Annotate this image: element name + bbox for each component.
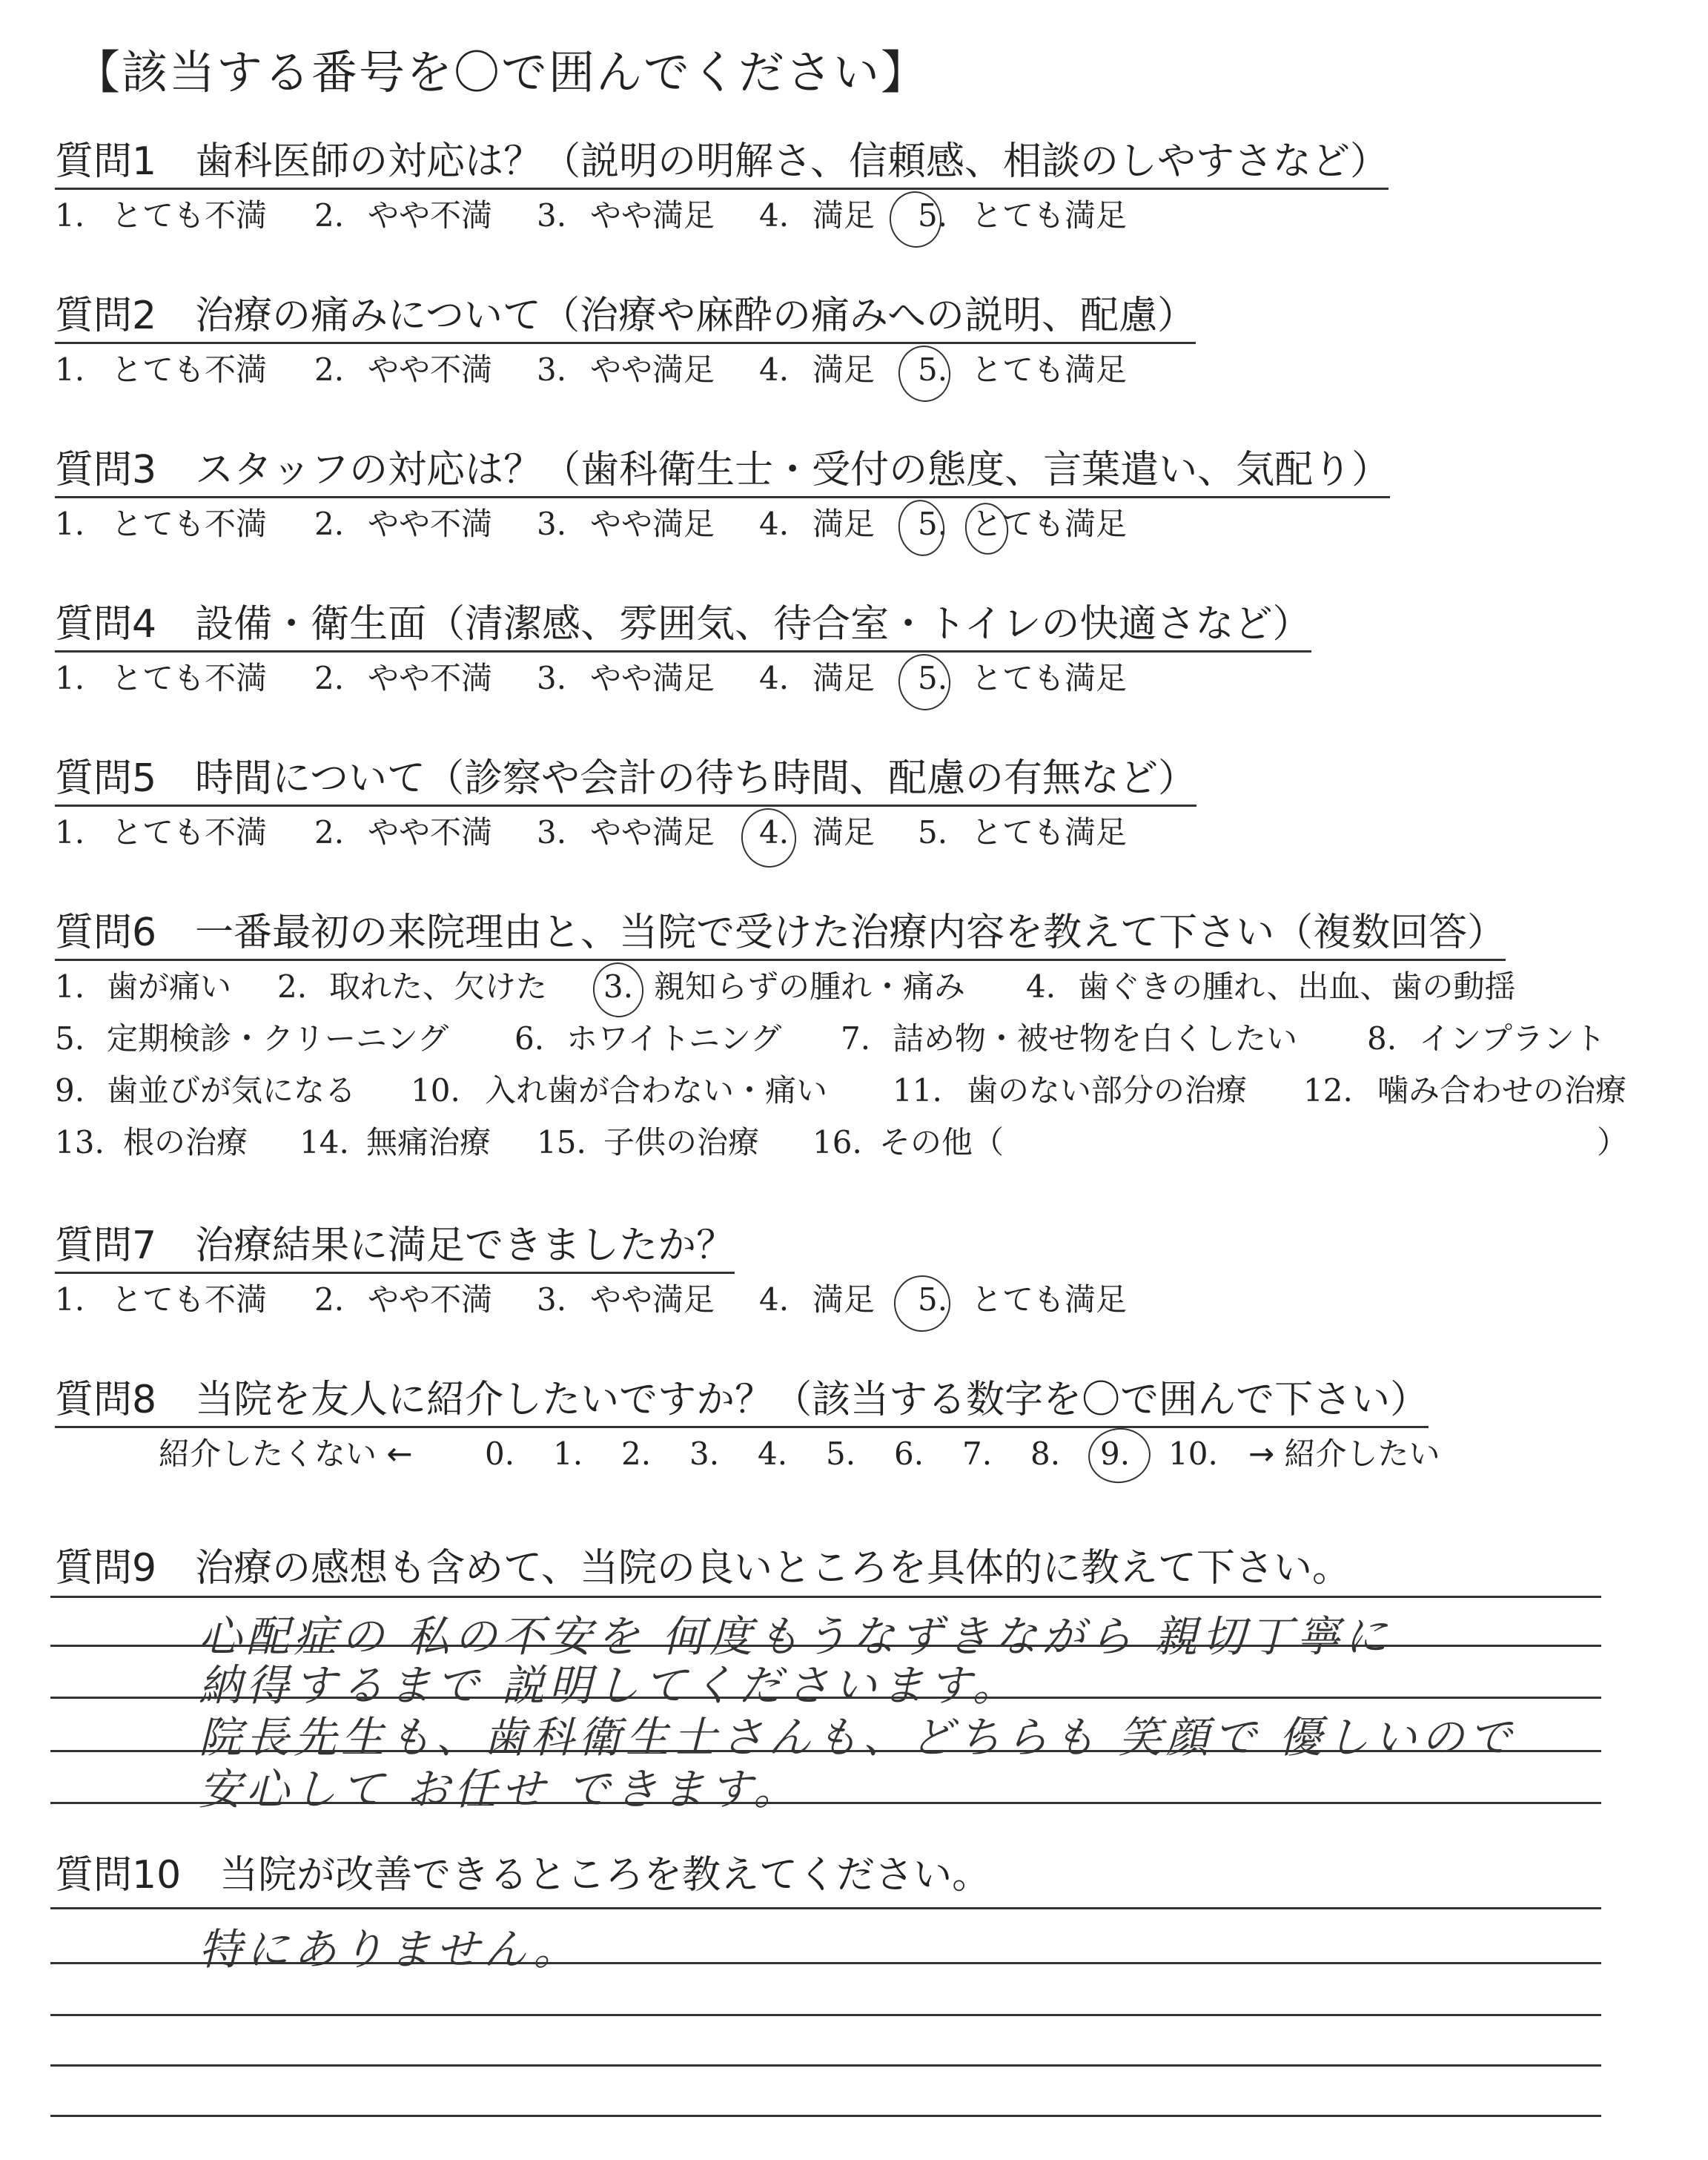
recommend-3[interactable]: 3. [689,1436,720,1472]
reason-16-number[interactable]: 16. [812,1124,862,1160]
answer-scale-q4 [55,661,1167,698]
question-2: 質問2 治療の痛みについて（治療や麻酔の痛みへの説明、配慮） [55,295,1196,344]
option-2-label[interactable]: やや不満 [368,814,493,851]
option-4-label[interactable]: 満足 [812,1281,875,1318]
reason-15-label[interactable]: 子供の治療 [603,1124,760,1160]
recommend-9[interactable]: 9. [1100,1436,1131,1472]
reason-12-label[interactable]: 噛み合わせの治療 [1377,1072,1627,1109]
answer-line [50,2064,1601,2067]
handwritten-answer-q10-line1: 特にありません。 [199,1924,581,1975]
option-3-number[interactable]: 3. [537,814,567,851]
option-1-label[interactable]: とても不満 [111,660,268,696]
question-6: 質問6 一番最初の来院理由と、当院で受けた治療内容を教えて下さい（複数回答） [55,912,1506,961]
option-4-number[interactable]: 4. [759,506,790,542]
option-5-label[interactable]: とても満足 [971,506,1128,542]
option-1-number[interactable]: 1. [55,506,85,542]
reason-10-label[interactable]: 入れ歯が合わない・痛い [485,1072,828,1109]
reason-2-number[interactable]: 2. [277,968,308,1005]
answer-circle-q5 [738,805,800,871]
option-4-label[interactable]: 満足 [812,506,875,542]
option-5-number[interactable]: 5. [918,197,948,234]
option-3-label[interactable]: やや満足 [590,814,715,851]
handwritten-answer-q9-line1: 心配症の 私の不安を 何度もうなずきながら 親切丁寧に [199,1611,1392,1662]
option-5-number[interactable]: 5. [918,1281,948,1318]
option-5-label[interactable]: とても満足 [971,197,1128,234]
option-3-label[interactable]: やや満足 [590,197,715,234]
option-5-number[interactable]: 5. [918,814,948,851]
handwritten-answer-q9-line4: 安心して お任せ できます。 [199,1764,801,1814]
reason-16-label[interactable]: その他（ [879,1124,1004,1160]
question-4: 質問4 設備・衛生面（清潔感、雰囲気、待合室・トイレの快適さなど） [55,604,1311,653]
recommend-1[interactable]: 1. [553,1436,583,1472]
option-5-label[interactable]: とても満足 [971,351,1128,388]
answer-scale-q2 [55,353,1167,390]
reason-6-label[interactable]: ホワイトニング [566,1020,782,1057]
option-2-label[interactable]: やや不満 [368,1281,493,1318]
option-5-label[interactable]: とても満足 [971,1281,1128,1318]
reason-1-number[interactable]: 1. [55,968,85,1005]
option-3-number[interactable]: 3. [537,197,567,234]
reason-6-number[interactable]: 6. [514,1020,545,1057]
option-5-label[interactable]: とても満足 [971,660,1128,696]
reason-3-label[interactable]: 親知らずの腫れ・痛み [654,968,966,1005]
answer-line [50,2014,1601,2016]
option-1-label[interactable]: とても不満 [111,197,268,234]
option-4-number[interactable]: 4. [759,814,790,851]
option-5-number[interactable]: 5. [918,506,948,542]
reason-4-number[interactable]: 4. [1026,968,1056,1005]
option-3-label[interactable]: やや満足 [590,1281,715,1318]
option-2-number[interactable]: 2. [314,814,345,851]
handwritten-answer-q9-line2: 納得するまで 説明してくださいます。 [199,1660,1020,1711]
recommend-right-label: → 紹介したい [1248,1436,1440,1472]
option-4-number[interactable]: 4. [759,1281,790,1318]
option-2-number[interactable]: 2. [314,506,345,542]
answer-line [50,2115,1601,2117]
option-3-number[interactable]: 3. [537,506,567,542]
option-3-number[interactable]: 3. [537,1281,567,1318]
recommend-7[interactable]: 7. [962,1436,993,1472]
option-2-number[interactable]: 2. [314,197,345,234]
question-10: 質問10 当院が改善できるところを教えてください。 [55,1853,991,1898]
option-2-number[interactable]: 2. [314,1281,345,1318]
reason-2-label[interactable]: 取れた、欠けた [329,968,548,1005]
reason-9-label[interactable]: 歯並びが気になる [107,1072,357,1109]
reason-11-number[interactable]: 11. [893,1072,942,1109]
reason-8-label[interactable]: インプラント [1419,1020,1606,1057]
option-3-label[interactable]: やや満足 [590,660,715,696]
reason-options [55,970,1656,1215]
answer-scale-q1 [55,199,1167,236]
reason-10-number[interactable]: 10. [411,1072,460,1109]
reason-8-number[interactable]: 8. [1367,1020,1397,1057]
option-1-number[interactable]: 1. [55,197,85,234]
question-1: 質問1 歯科医師の対応は？（説明の明解さ、信頼感、相談のしやすさなど） [55,141,1388,190]
recommend-8[interactable]: 8. [1030,1436,1061,1472]
option-1-label[interactable]: とても不満 [111,506,268,542]
option-1-number[interactable]: 1. [55,1281,85,1318]
reason-11-label[interactable]: 歯のない部分の治療 [967,1072,1248,1109]
option-2-number[interactable]: 2. [314,660,345,696]
answer-line [50,1596,1601,1598]
recommend-10[interactable]: 10. [1168,1436,1218,1472]
option-4-number[interactable]: 4. [759,660,790,696]
option-1-label[interactable]: とても不満 [111,814,268,851]
option-1-label[interactable]: とても不満 [111,351,268,388]
question-5: 質問5 時間について（診察や会計の待ち時間、配慮の有無など） [55,758,1196,807]
question-8: 質問8 当院を友人に紹介したいですか？（該当する数字を〇で囲んで下さい） [55,1379,1429,1428]
option-5-number[interactable]: 5. [918,351,948,388]
option-5-label[interactable]: とても満足 [971,814,1128,851]
option-4-label[interactable]: 満足 [812,660,875,696]
reason-13-label[interactable]: 根の治療 [123,1124,248,1160]
reason-14-number[interactable]: 14. [299,1124,349,1160]
reason-5-number[interactable]: 5. [55,1020,85,1057]
reason-7-label[interactable]: 詰め物・被せ物を白くしたい [893,1020,1298,1057]
reason-12-number[interactable]: 12. [1303,1072,1353,1109]
reason-7-number[interactable]: 7. [841,1020,871,1057]
recommend-scale [55,1437,1537,1474]
recommend-left-label: 紹介したくない ← [159,1436,413,1472]
option-3-label[interactable]: やや満足 [590,506,715,542]
option-1-number[interactable]: 1. [55,351,85,388]
recommend-2[interactable]: 2. [621,1436,652,1472]
option-4-number[interactable]: 4. [759,197,790,234]
option-2-label[interactable]: やや不満 [368,351,493,388]
reason-14-label[interactable]: 無痛治療 [366,1124,491,1160]
option-2-number[interactable]: 2. [314,351,345,388]
option-1-number[interactable]: 1. [55,660,85,696]
option-5-number[interactable]: 5. [918,660,948,696]
question-3: 質問3 スタッフの対応は？（歯科衛生士・受付の態度、言葉遣い、気配り） [55,449,1390,498]
page-title: 【該当する番号を〇で囲んでください】 [74,45,929,99]
option-2-label[interactable]: やや不満 [368,197,493,234]
option-1-label[interactable]: とても不満 [111,1281,268,1318]
reason-1-label[interactable]: 歯が痛い [107,968,232,1005]
option-3-label[interactable]: やや満足 [590,351,715,388]
reason-15-number[interactable]: 15. [537,1124,586,1160]
answer-circle-q8 [1085,1424,1153,1487]
recommend-0[interactable]: 0. [485,1436,515,1472]
option-3-number[interactable]: 3. [537,351,567,388]
option-3-number[interactable]: 3. [537,660,567,696]
option-1-number[interactable]: 1. [55,814,85,851]
answer-scale-q7 [55,1283,1167,1320]
reason-3-number[interactable]: 3. [603,968,634,1005]
reason-13-number[interactable]: 13. [55,1124,105,1160]
recommend-4[interactable]: 4. [758,1436,788,1472]
option-4-label[interactable]: 満足 [812,814,875,851]
option-2-label[interactable]: やや不満 [368,660,493,696]
question-9: 質問9 治療の感想も含めて、当院の良いところを具体的に教えて下さい。 [55,1546,1351,1591]
handwritten-answer-q9-line3: 院長先生も、歯科衛生士さんも、どちらも 笑顔で 優しいので [199,1712,1516,1763]
reason-9-number[interactable]: 9. [55,1072,85,1109]
option-4-label[interactable]: 満足 [812,351,875,388]
option-2-label[interactable]: やや不満 [368,506,493,542]
recommend-5[interactable]: 5. [826,1436,856,1472]
answer-line [50,1907,1601,1909]
recommend-6[interactable]: 6. [894,1436,924,1472]
question-7: 質問7 治療結果に満足できましたか？ [55,1225,735,1274]
reason-5-label[interactable]: 定期検診・クリーニング [107,1020,449,1057]
option-4-number[interactable]: 4. [759,351,790,388]
reason-16-close-paren: ） [1597,1124,1629,1160]
reason-4-label[interactable]: 歯ぐきの腫れ、出血、歯の動揺 [1078,968,1516,1005]
answer-scale-q5 [55,816,1167,853]
option-4-label[interactable]: 満足 [812,197,875,234]
